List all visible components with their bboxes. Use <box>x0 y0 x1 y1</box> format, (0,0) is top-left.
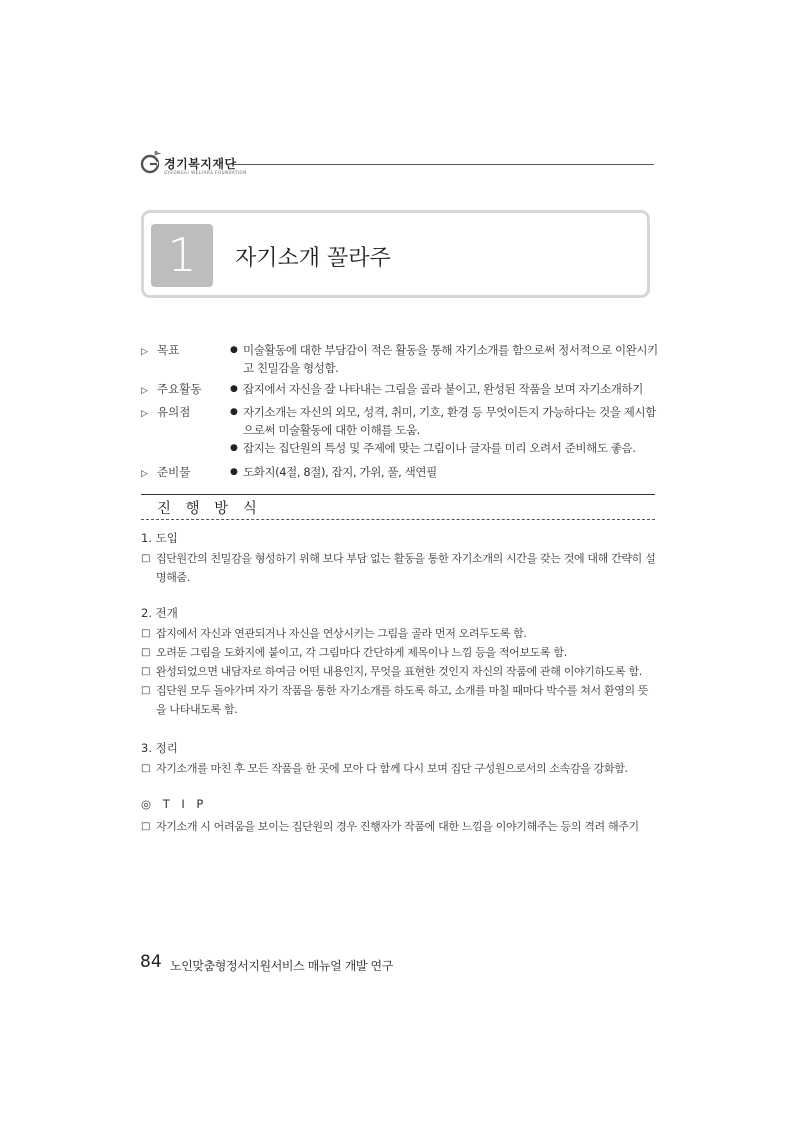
page-number: 84 <box>140 952 162 972</box>
header-rule <box>232 164 654 165</box>
info-key: ▷ 유의점 <box>141 403 190 423</box>
triangle-icon: ▷ <box>141 347 148 357</box>
foundation-logo-subtitle: GYEONGGI WELFARE FOUNDATION <box>164 170 247 175</box>
triangle-icon: ▷ <box>141 469 148 479</box>
info-key: ▷ 주요활동 <box>141 380 201 400</box>
tip-heading: ◎ T I P <box>141 797 208 811</box>
list-item: □ 집단원간의 친밀감을 형성하기 위해 보다 부담 없는 활동을 통한 자기소개의 시간을 갖는 것에 대해 간략히 설명해줌. <box>141 549 657 587</box>
step-items <box>141 549 657 587</box>
triangle-icon: ▷ <box>141 386 148 396</box>
triangle-icon: ▷ <box>141 409 148 419</box>
foundation-logo-name: 경기복지재단 <box>164 157 237 171</box>
title-box <box>141 210 650 298</box>
bullet-item: ● 미술활동에 대한 부담감이 적은 활동을 통해 자기소개를 함으로써 정서적으로 이완시키고 친밀감을 형성함. <box>230 341 658 377</box>
footer-title: 노인맞춤형정서지원서비스 매뉴얼 개발 연구 <box>170 959 393 973</box>
list-item: □ 완성되었으면 내담자로 하여금 어떤 내용인지, 무엇을 표현한 것인지 자신의 작품에 관해 이야기하도록 함. <box>141 662 657 681</box>
list-item: □ 자기소개를 마친 후 모든 작품을 한 곳에 모아 다 함께 다시 보며 집단 구성원으로서의 소속감을 강화함. <box>141 759 657 778</box>
step-items <box>141 759 657 778</box>
info-value <box>230 463 658 481</box>
title-number: 1 <box>167 228 197 282</box>
info-value <box>230 403 658 457</box>
section-heading: 진 행 방 식 <box>157 501 262 517</box>
bullet-item: ● 잡지에서 자신을 잘 나타내는 그림을 골라 붙이고, 완성된 작품을 보며 자기소개하기 <box>230 380 658 398</box>
bullet-item: ● 도화지(4절, 8절), 잡지, 가위, 풀, 색연필 <box>230 463 658 481</box>
bullet-item: ● 잡지는 집단원의 특성 및 주제에 맞는 그림이나 글자를 미리 오려서 준비해도 좋음. <box>230 439 658 457</box>
info-value <box>230 341 658 377</box>
step-title: 1. 도입 <box>141 531 178 545</box>
info-value <box>230 380 658 398</box>
bullet-item: ● 자기소개는 자신의 외모, 성격, 취미, 기호, 환경 등 무엇이든지 가능하다는 것을 제시함으로써 미술활동에 대한 이해를 도움. <box>230 403 658 439</box>
step-items <box>141 624 657 719</box>
list-item: □ 집단원 모두 돌아가며 자기 작품을 통한 자기소개를 하도록 하고, 소개를 마칠 때마다 박수를 쳐서 환영의 뜻을 나타내도록 함. <box>141 681 657 719</box>
list-item: □ 자기소개 시 어려움을 보이는 집단원의 경우 진행자가 작품에 대한 느낌을 이야기해주는 등의 격려 해주기 <box>141 817 657 836</box>
step-title: 3. 정리 <box>141 741 178 755</box>
section-top-rule <box>141 494 655 495</box>
info-key: ▷ 목표 <box>141 341 179 361</box>
info-key: ▷ 준비물 <box>141 463 190 483</box>
tip-items <box>141 817 657 836</box>
page-title: 자기소개 꼴라주 <box>235 246 391 271</box>
step-title: 2. 전개 <box>141 606 178 620</box>
section-dotted-rule <box>141 519 655 520</box>
list-item: □ 잡지에서 자신과 연관되거나 자신을 연상시키는 그림을 골라 먼저 오려두도록 함. <box>141 624 657 643</box>
list-item: □ 오려둔 그림을 도화지에 붙이고, 각 그림마다 간단하게 제목이나 느낌 등을 적어보도록 함. <box>141 643 657 662</box>
foundation-logo-icon <box>140 150 162 174</box>
